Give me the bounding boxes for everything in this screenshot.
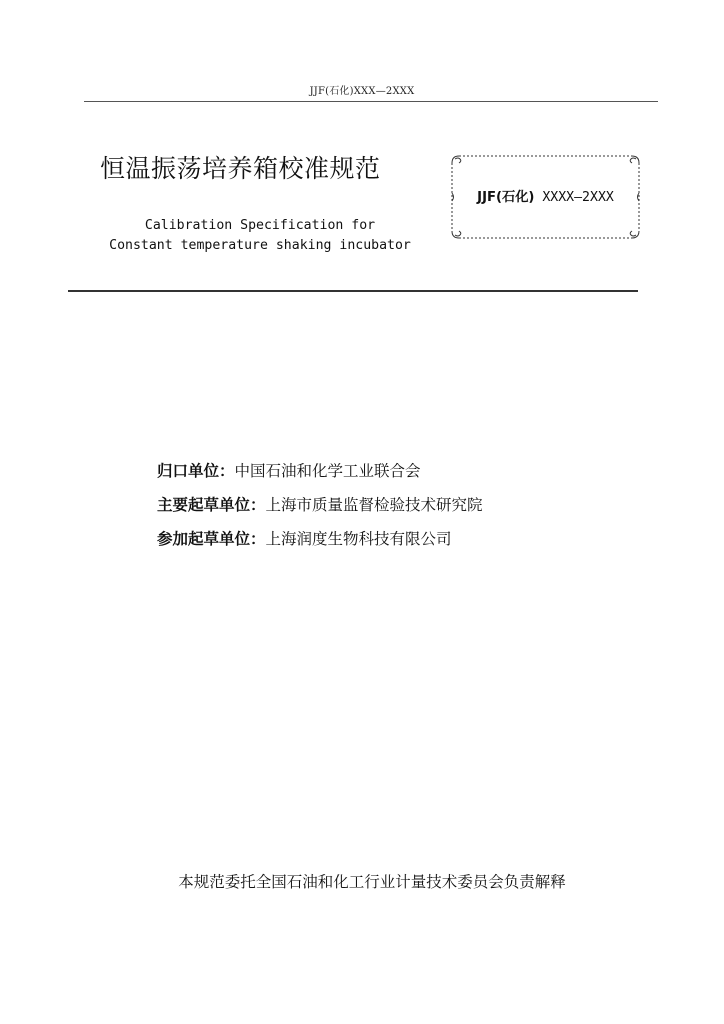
org-value: 上海润度生物科技有限公司: [265, 530, 452, 548]
header-standard-code: JJF(石化)XXX—2XXX: [309, 86, 415, 97]
title-divider: [68, 290, 638, 292]
header-divider: [84, 101, 658, 102]
document-title-zh: 恒温振荡培养箱校准规范: [100, 154, 381, 183]
title-en-line-2: Constant temperature shaking incubator: [109, 238, 411, 253]
org-label: 主要起草单位：: [157, 496, 266, 514]
title-en-line-1: Calibration Specification for: [144, 218, 376, 233]
org-label: 参加起草单位：: [157, 530, 266, 548]
document-title-en: [92, 216, 428, 256]
interpretation-note: 本规范委托全国石油和化工行业计量技术委员会负责解释: [178, 873, 566, 891]
org-row-responsible: [157, 458, 637, 492]
standard-code-prefix: JJF(石化): [477, 190, 535, 205]
org-row-main-drafter: [157, 492, 637, 526]
standard-code: [449, 186, 642, 205]
organization-list: [157, 458, 637, 560]
standard-code-box: [449, 153, 642, 241]
standard-code-number: XXXX—2XXX: [534, 190, 614, 205]
org-row-participating-drafter: [157, 526, 637, 560]
org-value: 中国石油和化学工业联合会: [234, 462, 421, 480]
org-label: 归口单位：: [157, 462, 235, 480]
org-value: 上海市质量监督检验技术研究院: [265, 496, 483, 514]
